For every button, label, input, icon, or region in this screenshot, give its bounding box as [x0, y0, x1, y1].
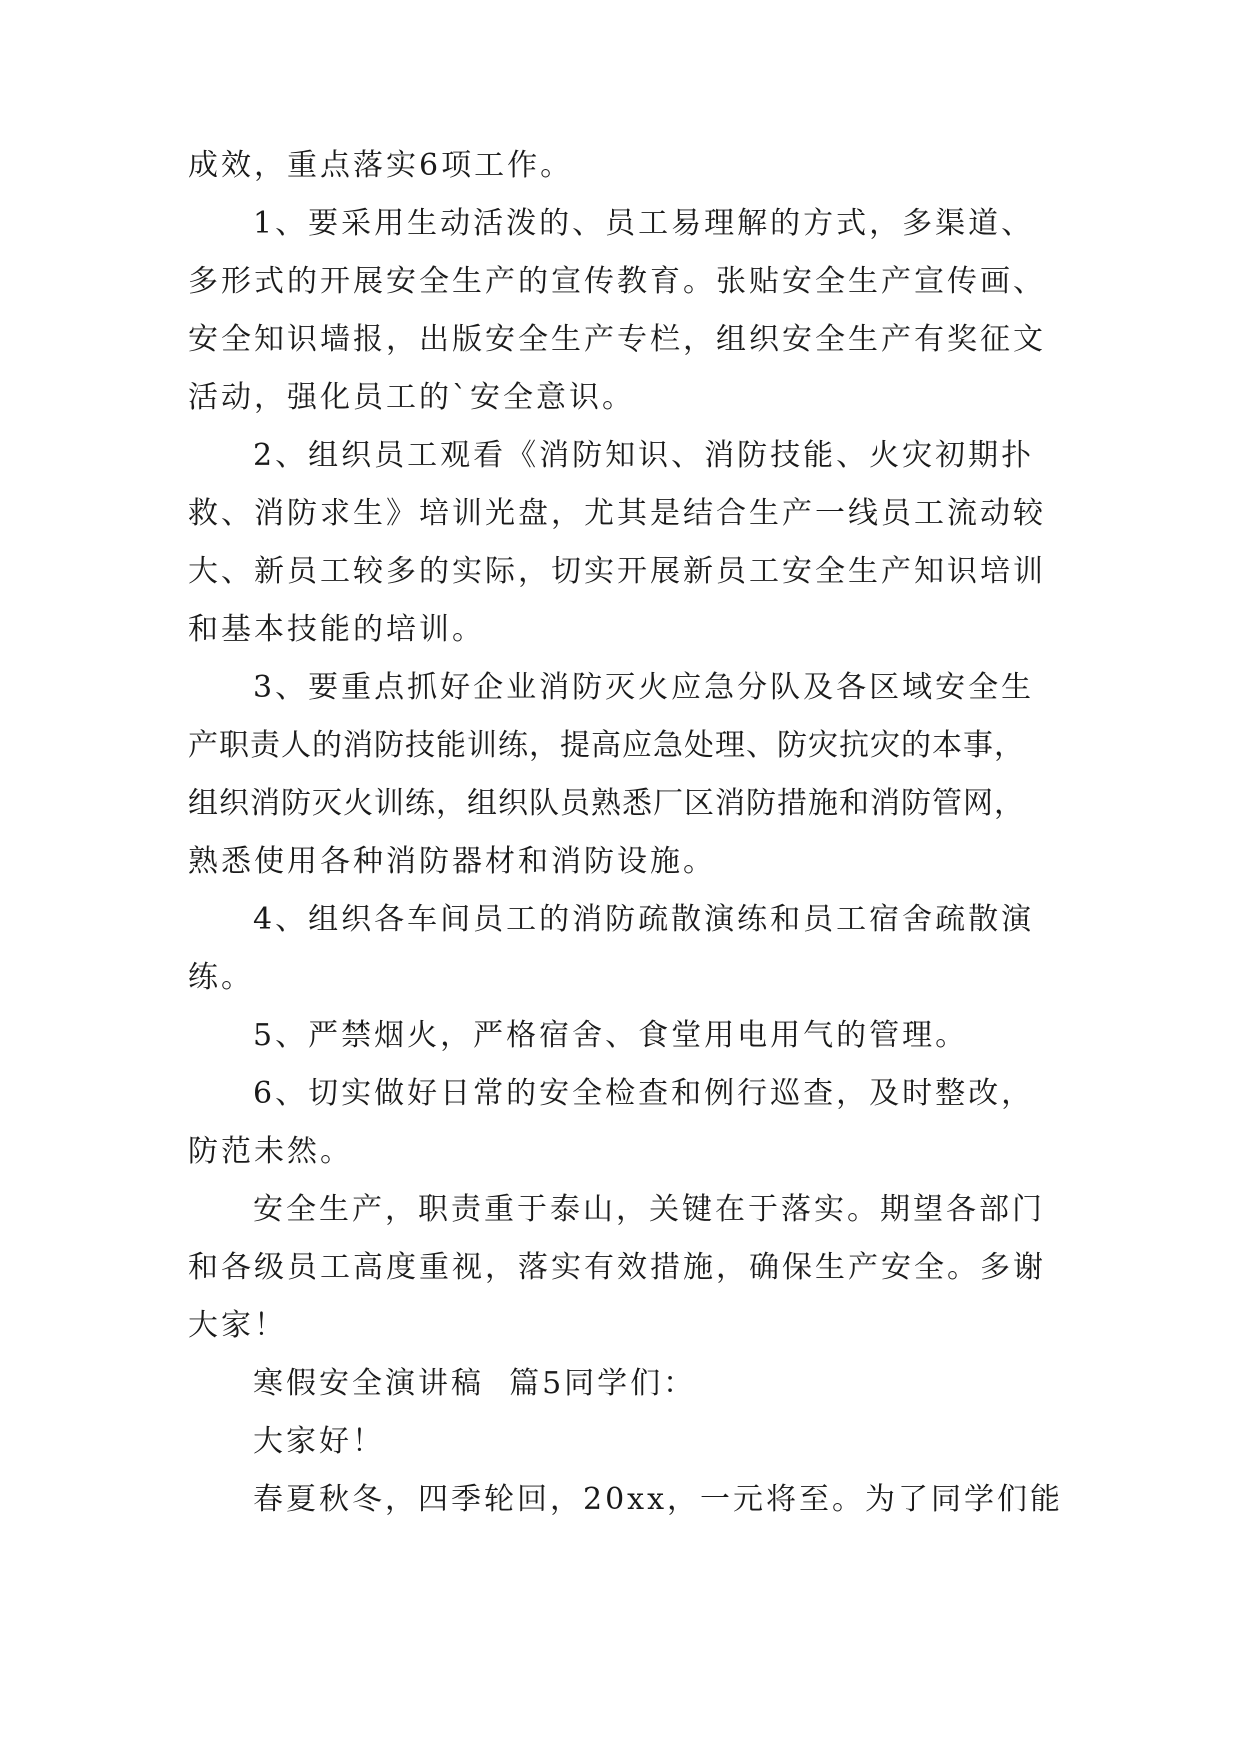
- text-line: 3、要重点抓好企业消防灭火应急分队及各区域安全生: [253, 670, 1035, 705]
- text-line: 产职责人的消防技能训练，提高应急处理、防灾抗灾的本事，: [188, 728, 1025, 763]
- text-line: 成效，重点落实6项工作。: [188, 148, 574, 183]
- text-line: 大家！: [188, 1308, 287, 1343]
- text-line: 4、组织各车间员工的消防疏散演练和员工宿舍疏散演: [253, 902, 1035, 937]
- text-line: 5、严禁烟火，严格宿舍、食堂用电用气的管理。: [253, 1018, 969, 1053]
- text-line: 组织消防灭火训练，组织队员熟悉厂区消防措施和消防管网，: [188, 786, 1025, 821]
- text-line: 多形式的开展安全生产的宣传教育。张贴安全生产宣传画、: [188, 264, 1046, 299]
- text-line: 安全生产，职责重于泰山，关键在于落实。期望各部门: [253, 1192, 1045, 1227]
- text-line: 防范未然。: [188, 1134, 353, 1169]
- text-line: 寒假安全演讲稿 篇5同学们：: [253, 1366, 697, 1401]
- text-line: 6、切实做好日常的安全检查和例行巡查，及时整改，: [253, 1076, 1035, 1111]
- text-line: 活动，强化员工的`安全意识。: [188, 380, 635, 415]
- text-line: 1、要采用生动活泼的、员工易理解的方式，多渠道、: [253, 206, 1035, 241]
- text-line: 安全知识墙报，出版安全生产专栏，组织安全生产有奖征文: [188, 322, 1046, 357]
- text-line: 春夏秋冬，四季轮回，20xx，一元将至。为了同学们能: [253, 1482, 1064, 1517]
- text-line: 2、组织员工观看《消防知识、消防技能、火灾初期扑: [253, 438, 1035, 473]
- text-line: 和基本技能的培训。: [188, 612, 485, 647]
- text-line: 大、新员工较多的实际，切实开展新员工安全生产知识培训: [188, 554, 1046, 589]
- text-line: 大家好！: [253, 1424, 385, 1459]
- text-line: 救、消防求生》培训光盘，尤其是结合生产一线员工流动较: [188, 496, 1046, 531]
- text-line: 和各级员工高度重视，落实有效措施，确保生产安全。多谢: [188, 1250, 1046, 1285]
- text-line: 练。: [188, 960, 254, 995]
- text-line: 熟悉使用各种消防器材和消防设施。: [188, 844, 716, 879]
